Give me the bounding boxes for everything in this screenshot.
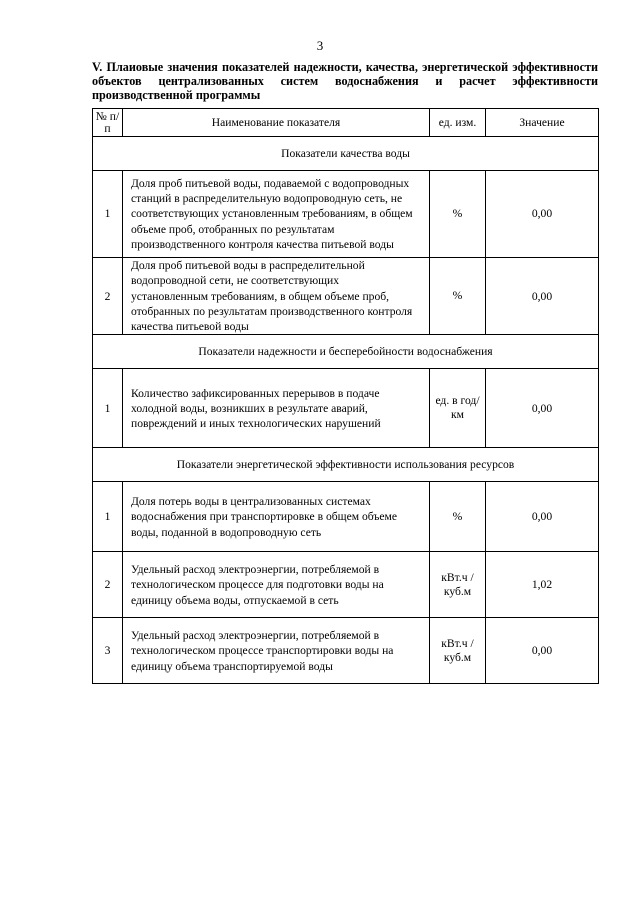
page-number: 3 xyxy=(316,38,324,53)
table-row xyxy=(93,258,599,335)
header-value: Значение xyxy=(486,109,599,137)
table-row xyxy=(93,369,599,448)
row-value: 0,00 xyxy=(486,171,599,258)
row-num: 2 xyxy=(93,552,123,618)
group-row xyxy=(93,448,599,482)
row-unit: ед. в год/ км xyxy=(430,369,486,448)
table-row xyxy=(93,171,599,258)
table-header-row xyxy=(93,109,599,137)
row-name: Доля проб питьевой воды в распределительной водопроводной сети, не соответствующих установленным требованиям, в общем объеме проб, отобранных по результатам производственного контроля качества питьевой воды xyxy=(123,258,430,335)
row-num: 1 xyxy=(93,171,123,258)
group-title-energy-efficiency: Показатели энергетической эффективности использования ресурсов xyxy=(93,448,599,482)
row-name: Удельный расход электроэнергии, потребляемой в технологическом процессе транспортировки воды на единицу объема транспортируемой воды xyxy=(123,618,430,684)
row-unit: кВт.ч / куб.м xyxy=(430,552,486,618)
row-num: 1 xyxy=(93,482,123,552)
indicators-table xyxy=(92,108,599,684)
header-unit: ед. изм. xyxy=(430,109,486,137)
row-unit: кВт.ч / куб.м xyxy=(430,618,486,684)
table-row xyxy=(93,552,599,618)
table-row xyxy=(93,482,599,552)
row-unit: % xyxy=(430,171,486,258)
row-unit: % xyxy=(430,482,486,552)
header-name: Наименование показателя xyxy=(123,109,430,137)
row-num: 2 xyxy=(93,258,123,335)
row-name: Доля потерь воды в централизованных системах водоснабжения при транспортировке в общем объеме воды, поданной в водопроводную сеть xyxy=(123,482,430,552)
row-value: 1,02 xyxy=(486,552,599,618)
row-value: 0,00 xyxy=(486,369,599,448)
group-row xyxy=(93,335,599,369)
row-name: Количество зафиксированных перерывов в подаче холодной воды, возникших в результате аварий, повреждений и иных технологических нарушений xyxy=(123,369,430,448)
row-name: Удельный расход электроэнергии, потребляемой в технологическом процессе для подготовки воды на единицу объема воды, отпускаемой в сеть xyxy=(123,552,430,618)
row-value: 0,00 xyxy=(486,258,599,335)
section-title: V. Плаиовые значения показателей надежности, качества, энергетической эффективности объектов централизованных систем водоснабжения и расчет эффективности производственной программы xyxy=(92,60,598,102)
header-num: № п/п xyxy=(93,109,123,137)
row-value: 0,00 xyxy=(486,482,599,552)
row-num: 1 xyxy=(93,369,123,448)
group-title-water-quality: Показатели качества воды xyxy=(93,137,599,171)
group-row xyxy=(93,137,599,171)
row-num: 3 xyxy=(93,618,123,684)
row-name: Доля проб питьевой воды, подаваемой с водопроводных станций в распределительную водопроводную сеть, не соответствующих установленным требованиям, в общем объеме проб, отобранных по результатам производственного контроля качества питьевой воды xyxy=(123,171,430,258)
row-value: 0,00 xyxy=(486,618,599,684)
group-title-reliability: Показатели надежности и бесперебойности водоснабжения xyxy=(93,335,599,369)
table-row xyxy=(93,618,599,684)
row-unit: % xyxy=(430,258,486,335)
